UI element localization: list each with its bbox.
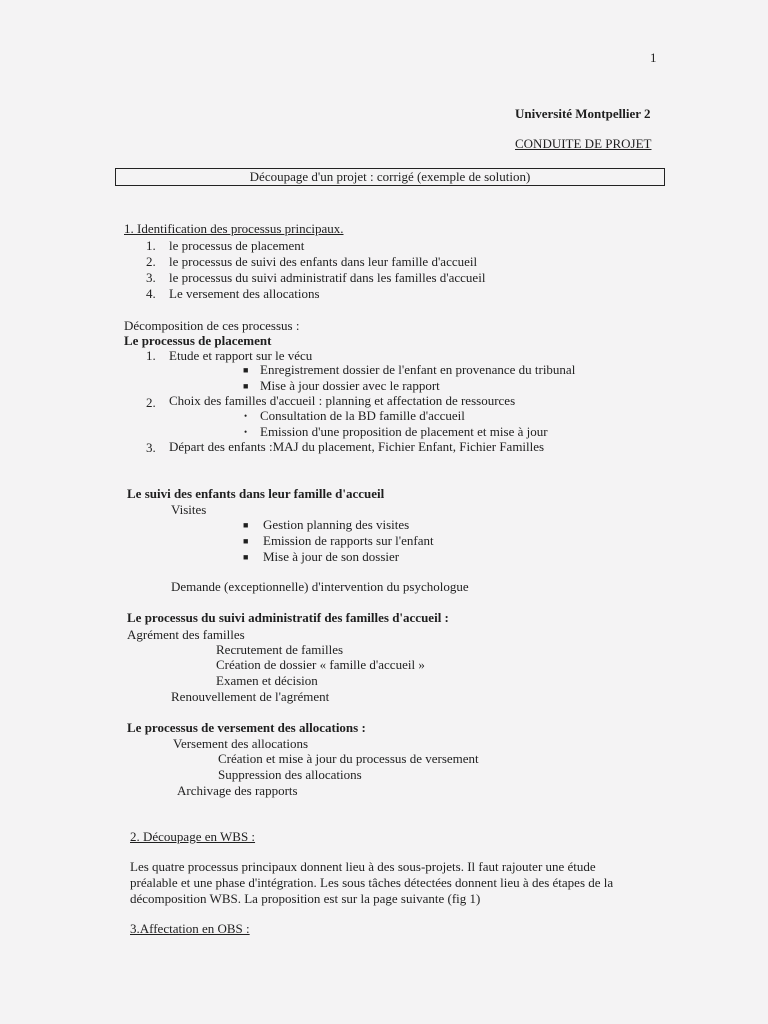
list-item: Départ des enfants :MAJ du placement, Fichier Enfant, Fichier Familles	[169, 439, 545, 454]
renouvellement-text: Renouvellement de l'agrément	[171, 689, 330, 704]
list-item: Le versement des allocations	[169, 286, 320, 301]
bullet-icon: ■	[243, 381, 249, 391]
section1-heading: 1. Identification des processus principaux.	[124, 221, 344, 236]
boxed-title	[115, 168, 665, 186]
list-number: 4.	[146, 286, 156, 301]
bullet-icon: ■	[243, 365, 249, 375]
list-item: Mise à jour dossier avec le rapport	[260, 378, 440, 393]
university-name: Université Montpellier 2	[515, 106, 651, 121]
list-item: le processus du suivi administratif dans les familles d'accueil	[169, 270, 486, 285]
bullet-icon: ■	[243, 536, 249, 546]
section3-heading: 3.Affectation en OBS :	[130, 921, 250, 936]
list-item: Gestion planning des visites	[263, 517, 410, 532]
visites-label: Visites	[171, 502, 207, 517]
demande-text: Demande (exceptionnelle) d'intervention du psychologue	[171, 579, 469, 594]
bullet-icon: •	[244, 411, 248, 421]
paragraph-line: préalable et une phase d'intégration. Les sous tâches détectées donnent lieu à des étapes de la	[130, 875, 614, 890]
paragraph-line: décomposition WBS. La proposition est sur la page suivante (fig 1)	[130, 891, 481, 906]
list-number: 1.	[146, 348, 156, 363]
agrement-label: Agrément des familles	[127, 627, 245, 642]
list-number: 2.	[146, 395, 156, 410]
list-item: Mise à jour de son dossier	[263, 549, 400, 564]
list-item: Etude et rapport sur le vécu	[169, 348, 313, 363]
bullet-icon: ■	[243, 552, 249, 562]
list-item: Examen et décision	[216, 673, 318, 688]
list-number: 3.	[146, 440, 156, 455]
section2-heading: 2. Découpage en WBS :	[130, 829, 256, 844]
list-item: le processus de suivi des enfants dans leur famille d'accueil	[169, 254, 478, 269]
archivage-text: Archivage des rapports	[177, 783, 298, 798]
administratif-heading: Le processus du suivi administratif des familles d'accueil :	[127, 610, 449, 625]
placement-heading: Le processus de placement	[124, 333, 272, 348]
list-item: Consultation de la BD famille d'accueil	[260, 408, 465, 423]
list-item: Recrutement de familles	[216, 642, 344, 657]
list-number: 3.	[146, 270, 156, 285]
bullet-icon: ■	[243, 520, 249, 530]
versement-label: Versement des allocations	[173, 736, 309, 751]
page-number: 1	[650, 50, 657, 65]
list-item: Création de dossier « famille d'accueil »	[216, 657, 425, 672]
list-number: 2.	[146, 254, 156, 269]
course-title: CONDUITE DE PROJET	[515, 136, 652, 151]
list-item: Emission de rapports sur l'enfant	[263, 533, 434, 548]
list-item: Enregistrement dossier de l'enfant en provenance du tribunal	[260, 362, 576, 377]
list-item: Emission d'une proposition de placement et mise à jour	[260, 424, 548, 439]
boxed-title-text: Découpage d'un projet : corrigé (exemple de solution)	[249, 169, 531, 184]
decomposition-intro: Décomposition de ces processus :	[124, 318, 300, 333]
bullet-icon: •	[244, 427, 248, 437]
list-number: 1.	[146, 238, 156, 253]
list-item: le processus de placement	[169, 238, 305, 253]
paragraph-line: Les quatre processus principaux donnent lieu à des sous-projets. Il faut rajouter une étude	[130, 859, 596, 874]
list-item: Création et mise à jour du processus de versement	[218, 751, 479, 766]
suivi-heading: Le suivi des enfants dans leur famille d'accueil	[127, 486, 385, 501]
list-item: Choix des familles d'accueil : planning et affectation de ressources	[169, 393, 516, 408]
versement-heading: Le processus de versement des allocations :	[127, 720, 366, 735]
list-item: Suppression des allocations	[218, 767, 362, 782]
